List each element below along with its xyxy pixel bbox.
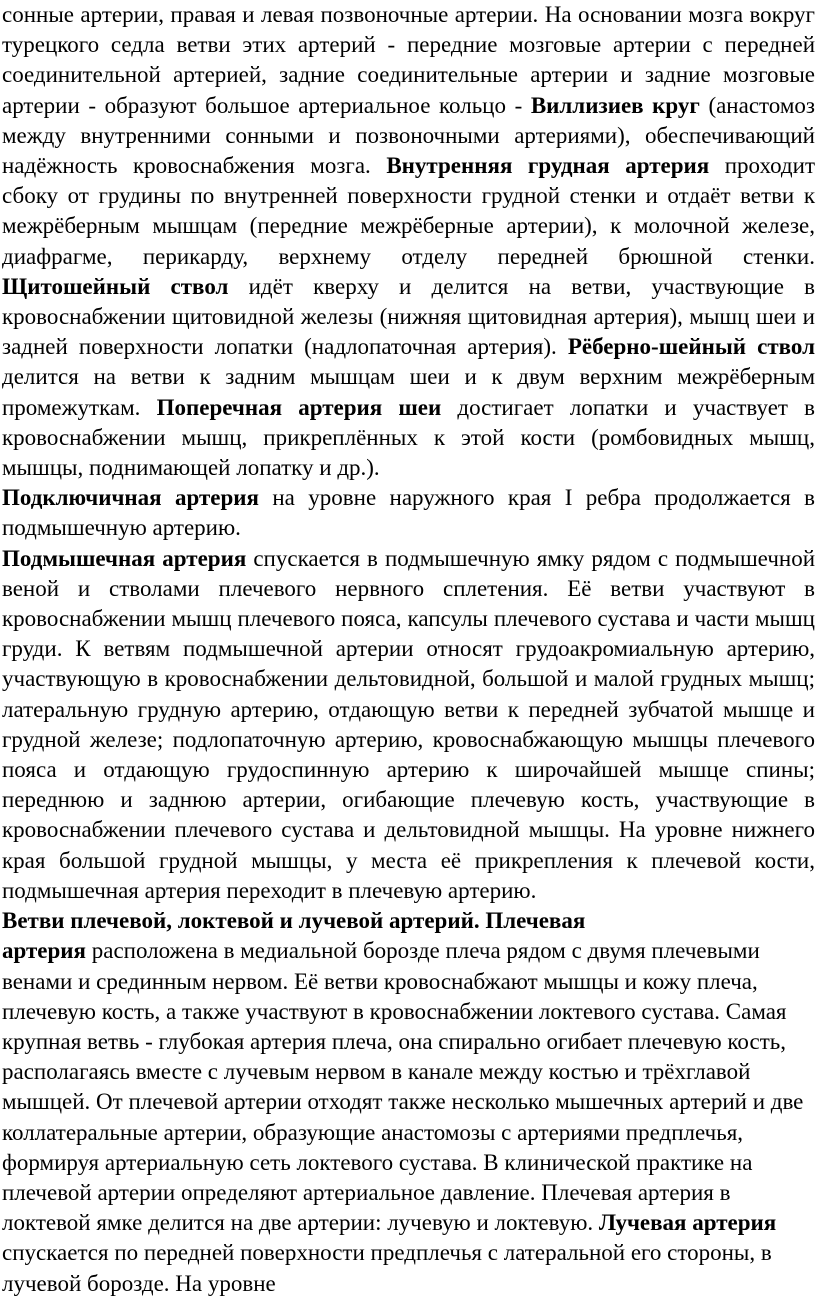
text-run: спускается в подмышечную ямку рядом с подмышечной веной и стволами плечевого нервного сплетения. Её ветви участвуют в кровоснабжении мышц плечевого пояса, капсулы плечевого сустава и части мышц груди. К ветвям подмышечной артерии относят грудоакромиальную артерию, участвующую в кровоснабжении дельтовидной, большой и малой грудных мышц; латеральную грудную артерию, отдающую ветви к передней зубчатой мышце и грудной железе; подлопаточную артерию, кровоснабжающую мышцы плечевого пояса и отдающую грудоспинную артерию к широчайшей мышце спины; переднюю и заднюю артерии, огибающие плечевую кость, участвующие в кровоснабжении плечевого сустава и дельтовидной мышцы. На уровне нижнего края большой грудной мышцы, у места её прикрепления к плечевой кости, подмышечная артерия переходит в плечевую артерию. [2, 545, 815, 903]
text-run: достигает лопатки и участвует в кровоснабжении мышц, прикреплённых к этой кости (ромбовидных мышц, мышцы, поднимающей лопатку и др.). [2, 394, 815, 481]
term-brachial-artery: артерия [2, 938, 86, 964]
term-willis-circle: Виллизиев круг [530, 92, 700, 118]
paragraph-subclavian-artery [2, 483, 815, 543]
text-run: расположена в медиальной борозде плеча рядом с двумя плечевыми венами и срединным нервом. Её ветви кровоснабжают мышцы и кожу плеча, плечевую кость, а также участвуют в кровоснабжении локтевого сустава. Самая крупная ветвь - глубокая артерия плеча, она спирально огибает плечевую кость, располагаясь вместе с лучевым нервом в канале между костью и трёхглавой мышцей. От плечевой артерии отходят также несколько мышечных артерий и две коллатеральные артерии, образующие анастомозы с артериями предплечья, формируя артериальную сеть локтевого сустава. В клинической практике на плечевой артерии определяют артериальное давление. Плечевая артерия в локтевой ямке делится на две артерии: лучевую и локтевую. [2, 938, 804, 1236]
text-run: идёт кверху и делится на ветви, участвующие в кровоснабжении щитовидной железы (нижняя щитовидная артерия), мышц шеи и задней поверхности лопатки (надлопаточная артерия). [2, 273, 815, 360]
paragraph-willis-circle [2, 0, 815, 483]
text-run: проходит сбоку от грудины по внутренней поверхности грудной стенки и отдаёт ветви к межрёберным мышцам (передние межрёберные артерии), к молочной железе, диафрагме, перикарду, верхнему отделу передней брюшной стенки. [2, 153, 815, 269]
text-run: делится на ветви к задним мышцам шеи и к двум верхним межрёберным промежуткам. [2, 364, 815, 420]
term-transverse-cervical-artery: Поперечная артерия шеи [156, 394, 442, 420]
text-run: спускается по передней поверхности предплечья с латеральной его стороны, в лучевой борозде. На уровне [2, 1240, 772, 1296]
text-run: на уровне наружного края I ребра продолжается в подмышечную артерию. [2, 485, 815, 541]
heading-text: Ветви плечевой, локтевой и лучевой артерий. Плечевая [2, 908, 586, 934]
term-axillary-artery: Подмышечная артерия [2, 545, 247, 571]
text-run: (анастомоз между внутренними сонными и позвоночными артериями), обеспечивающий надёжность кровоснабжения мозга. [2, 92, 815, 179]
term-subclavian-artery: Подключичная артерия [2, 485, 259, 511]
term-internal-thoracic-artery: Внутренняя грудная артерия [386, 153, 710, 179]
section-heading [2, 906, 815, 936]
term-thyrocervical-trunk: Щитошейный ствол [2, 273, 229, 299]
term-radial-artery: Лучевая артерия [598, 1210, 777, 1236]
term-costocervical-trunk: Рёберно-шейный ствол [567, 334, 815, 360]
paragraph-brachial-artery [2, 936, 815, 1298]
paragraph-axillary-artery [2, 544, 815, 906]
text-run: сонные артерии, правая и левая позвоночные артерии. На основании мозга вокруг турецкого седла ветви этих артерий - передние мозговые артерии с передней соединительной артерией, задние соединительные артерии и задние мозговые артерии - образуют большое артериальное кольцо - [2, 2, 815, 118]
